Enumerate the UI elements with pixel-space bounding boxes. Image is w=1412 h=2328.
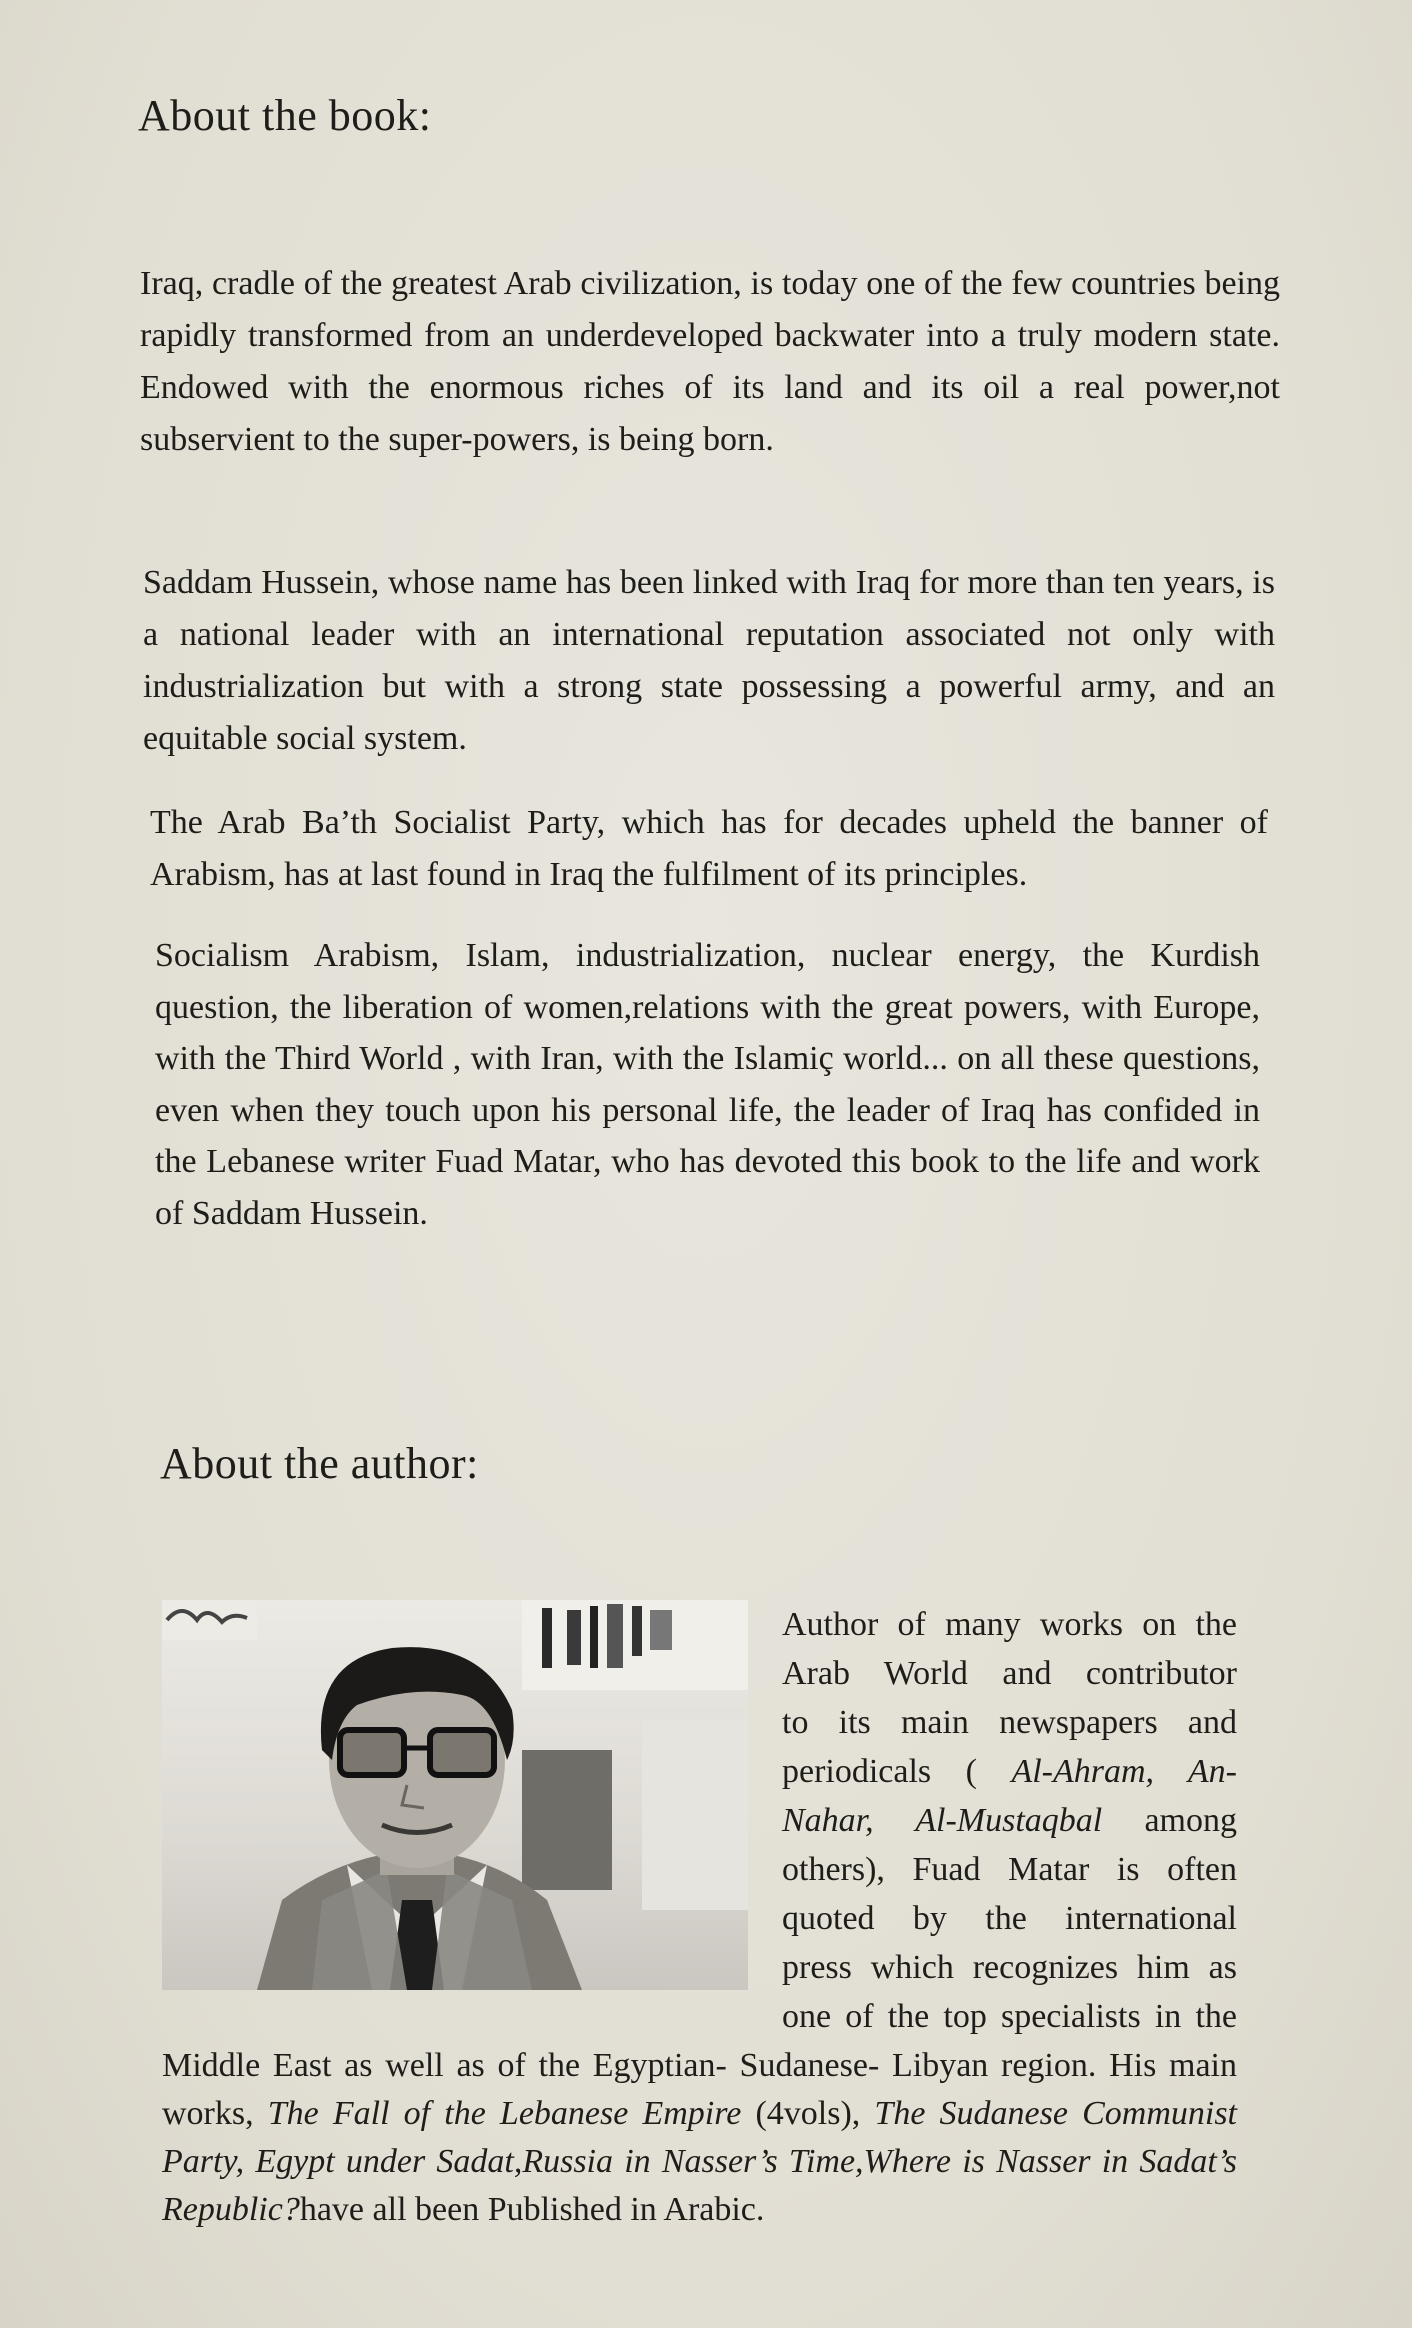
newspaper-title: Nahar, Al-Mustaqbal (782, 1802, 1103, 1839)
about-author-heading: About the author: (160, 1439, 479, 1488)
author-bio-text: Middle East as well as of the Egyptian- Sudanese- Libyan region. His main works, (162, 2047, 1237, 2132)
author-bio-continued (162, 2042, 1237, 2234)
author-bio-line: others), Fuad Matar is often (782, 1851, 1237, 1888)
author-photo (162, 1600, 748, 1990)
book-paragraph-4: Socialism Arabism, Islam, industrialization, nuclear energy, the Kurdish question, the liberation of women,relations with the great powers, with Europe, with the Third World , with Iran, with the Islamiç world... on all these questions, even when they touch upon his personal life, the leader of Iraq has confided in the Lebanese writer Fuad Matar, who has devoted this book to the life and work of Saddam Hussein. (155, 937, 1260, 1232)
author-bio-line: Author of many works on the (782, 1606, 1237, 1643)
author-bio-line: to its main newspapers and (782, 1704, 1237, 1741)
book-paragraph-3: The Arab Ba’th Socialist Party, which has for decades upheld the banner of Arabism, has at last found in Iraq the fulfilment of its principles. (150, 804, 1268, 893)
author-bio-text: have all been Published in Arabic. (299, 2191, 765, 2228)
author-bio-text: (4vols), (741, 2095, 875, 2132)
author-bio-side-column (782, 1600, 1237, 2041)
author-bio-line (782, 1747, 1237, 1796)
author-bio-text: periodicals ( (782, 1753, 1012, 1790)
author-bio-text: among (1102, 1802, 1237, 1839)
book-paragraph-1: Iraq, cradle of the greatest Arab civilization, is today one of the few countries being rapidly transformed from an underdeveloped backwater into a truly modern state. Endowed with the enormous riches of its land and its oil a real power,not subservient to the super-powers, is being born. (140, 265, 1280, 458)
work-titles: The Sudanese Communist Party, Egypt under Sadat,Russia in Nasser’s Time,Where is Nasser in Sadat’s Republic? (162, 2095, 1237, 2228)
author-bio-line: one of the top specialists in the (782, 1998, 1237, 2035)
author-bio-line: press which recognizes him as (782, 1949, 1237, 1986)
author-bio-line: quoted by the international (782, 1900, 1237, 1937)
work-title: The Fall of the Lebanese Empire (267, 2095, 742, 2132)
author-portrait-image (162, 1600, 748, 1990)
about-book-heading: About the book: (138, 91, 432, 140)
newspaper-title: Al-Ahram, An- (1011, 1753, 1237, 1790)
author-bio-line (782, 1796, 1237, 1845)
author-bio-line: Arab World and contributor (782, 1655, 1237, 1692)
book-paragraph-2: Saddam Hussein, whose name has been linked with Iraq for more than ten years, is a national leader with an international reputation associated not only with industrialization but with a strong state possessing a powerful army, and an equitable social system. (143, 564, 1275, 757)
